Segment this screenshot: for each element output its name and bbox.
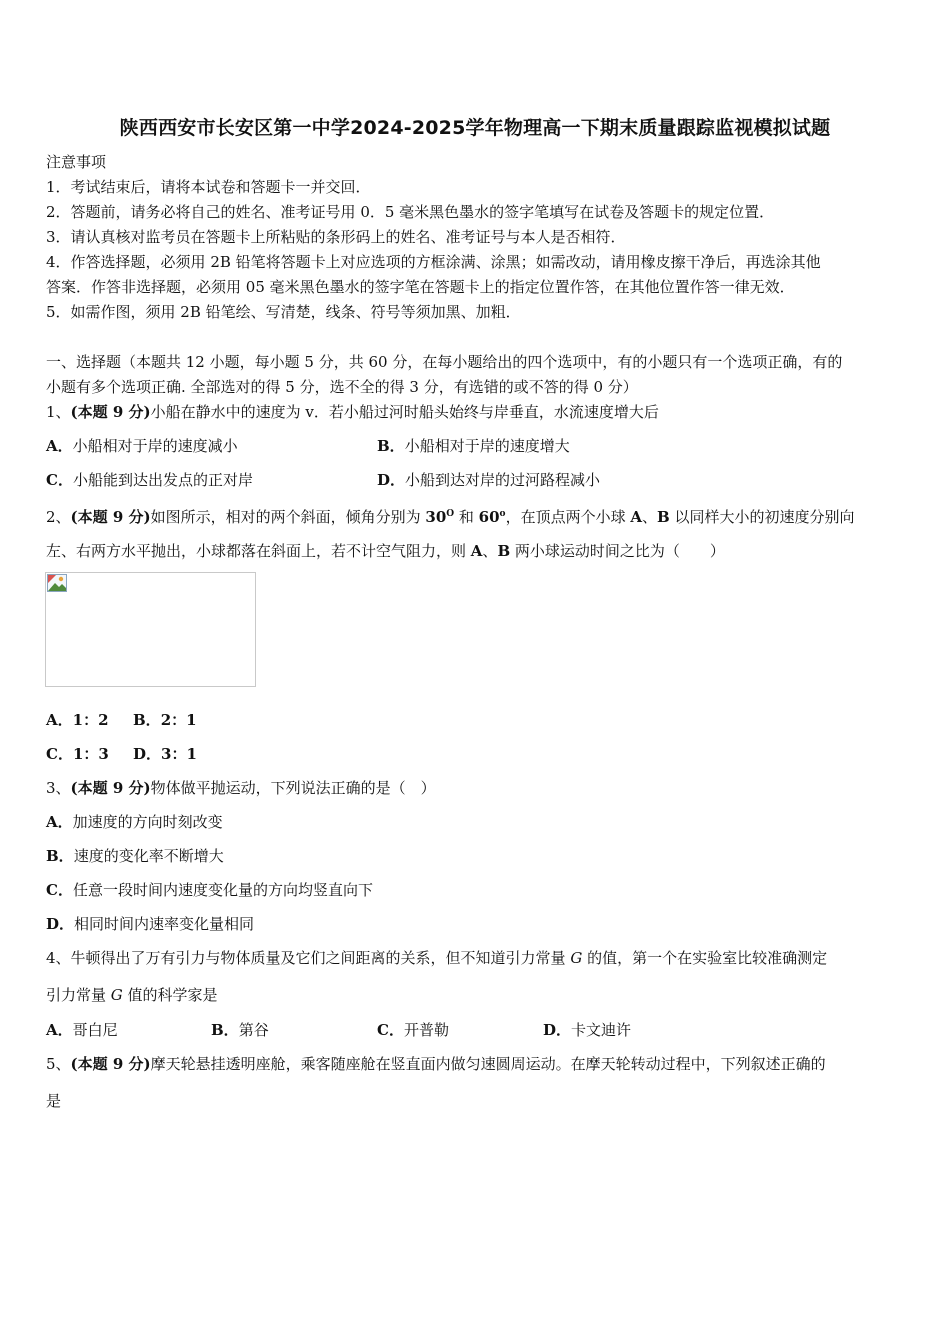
q2-option-a: A．1：2 (46, 711, 109, 729)
question-number: 5、 (46, 1055, 71, 1073)
question-4-continued: 引力常量 G 值的科学家是 (46, 986, 218, 1004)
question-points: (本题 9 分) (70, 403, 151, 421)
q2-option-b: B．2：1 (133, 711, 197, 729)
notice-item: 5．如需作图，须用 2B 铅笔绘、写清楚，线条、符号等须加黑、加粗． (46, 303, 521, 321)
notice-item: 3．请认真核对监考员在答题卡上所粘贴的条形码上的姓名、准考证号与本人是否相符． (46, 228, 626, 246)
question-5-continued: 是 (46, 1092, 62, 1110)
q1-option-d: D．小船到达对岸的过河路程减小 (377, 471, 601, 489)
question-stem: 物体做平抛运动，下列说法正确的是（ ） (150, 779, 436, 797)
q2-option-c: C．1：3 (46, 745, 109, 763)
question-points: (本题 9 分) (70, 508, 151, 526)
q3-option-b: B．速度的变化率不断增大 (46, 847, 224, 865)
q3-option-c: C．任意一段时间内速度变化量的方向均竖直向下 (46, 881, 373, 899)
question-points: (本题 9 分) (70, 779, 151, 797)
question-2-continued: 左、右两方水平抛出，小球都落在斜面上，若不计空气阻力，则 A、B 两小球运动时间之比为（ ） (46, 542, 725, 560)
notice-heading: 注意事项 (46, 153, 107, 171)
question-stem: 摩天轮悬挂透明座舱，乘客随座舱在竖直面内做匀速圆周运动。在摩天轮转动过程中，下列叙述正确的 (150, 1055, 826, 1073)
q3-option-a: A．加速度的方向时刻改变 (46, 813, 223, 831)
notice-item: 答案．作答非选择题，必须用 05 毫米黑色墨水的签字笔在答题卡上的指定位置作答，在其他位置作答一律无效． (46, 278, 795, 296)
q1-option-a: A．小船相对于岸的速度减小 (46, 437, 238, 455)
q3-option-d: D．相同时间内速率变化量相同 (46, 915, 255, 933)
question-4: 4、牛顿得出了万有引力与物体质量及它们之间距离的关系，但不知道引力常量 G 的值，第一个在实验室比较准确测定 (46, 949, 828, 967)
broken-image-icon (47, 574, 67, 592)
figure-placeholder (45, 572, 256, 687)
q4-option-a: A．哥白尼 (46, 1021, 118, 1039)
question-2: 2、(本题 9 分)如图所示，相对的两个斜面，倾角分别为 $30^O$ 和 60$^o$，在顶点两个小球 A、B 以同样大小的初速度分别向 (46, 508, 855, 526)
q1-option-b: B．小船相对于岸的速度增大 (377, 437, 570, 455)
q1-option-c: C．小船能到达出发点的正对岸 (46, 471, 253, 489)
question-3 (46, 778, 436, 798)
q4-option-c: C．开普勒 (377, 1021, 449, 1039)
section-instructions: 小题有多个选项正确. 全部选对的得 5 分，选不全的得 3 分，有选错的或不答的得 0 分） (46, 378, 638, 396)
question-number: 3、 (46, 779, 71, 797)
notice-item: 1．考试结束后，请将本试卷和答题卡一并交回． (46, 178, 371, 196)
notice-item: 2．答题前，请务必将自己的姓名、准考证号用 0．5 毫米黑色墨水的签字笔填写在试卷及答题卡的规定位置． (46, 203, 775, 221)
question-points: (本题 9 分) (70, 1055, 151, 1073)
page-title: 陕西西安市长安区第一中学2024-2025学年物理高一下期末质量跟踪监视模拟试题 (119, 117, 831, 139)
question-number: 2、 (46, 508, 71, 526)
q2-option-d: D．3：1 (133, 745, 197, 763)
question-number: 1、 (46, 403, 71, 421)
question-stem: 小船在静水中的速度为 v．若小船过河时船头始终与岸垂直，水流速度增大后 (150, 403, 659, 421)
notice-item: 4．作答选择题，必须用 2B 铅笔将答题卡上对应选项的方框涂满、涂黑；如需改动，请用橡皮擦干净后，再选涂其他 (46, 253, 821, 271)
question-5 (46, 1054, 826, 1074)
question-1 (46, 402, 659, 422)
section-instructions: 一、选择题（本题共 12 小题，每小题 5 分，共 60 分，在每小题给出的四个选项中，有的小题只有一个选项正确，有的 (46, 353, 843, 371)
q4-option-d: D．卡文迪许 (543, 1021, 632, 1039)
q4-option-b: B．第谷 (211, 1021, 269, 1039)
